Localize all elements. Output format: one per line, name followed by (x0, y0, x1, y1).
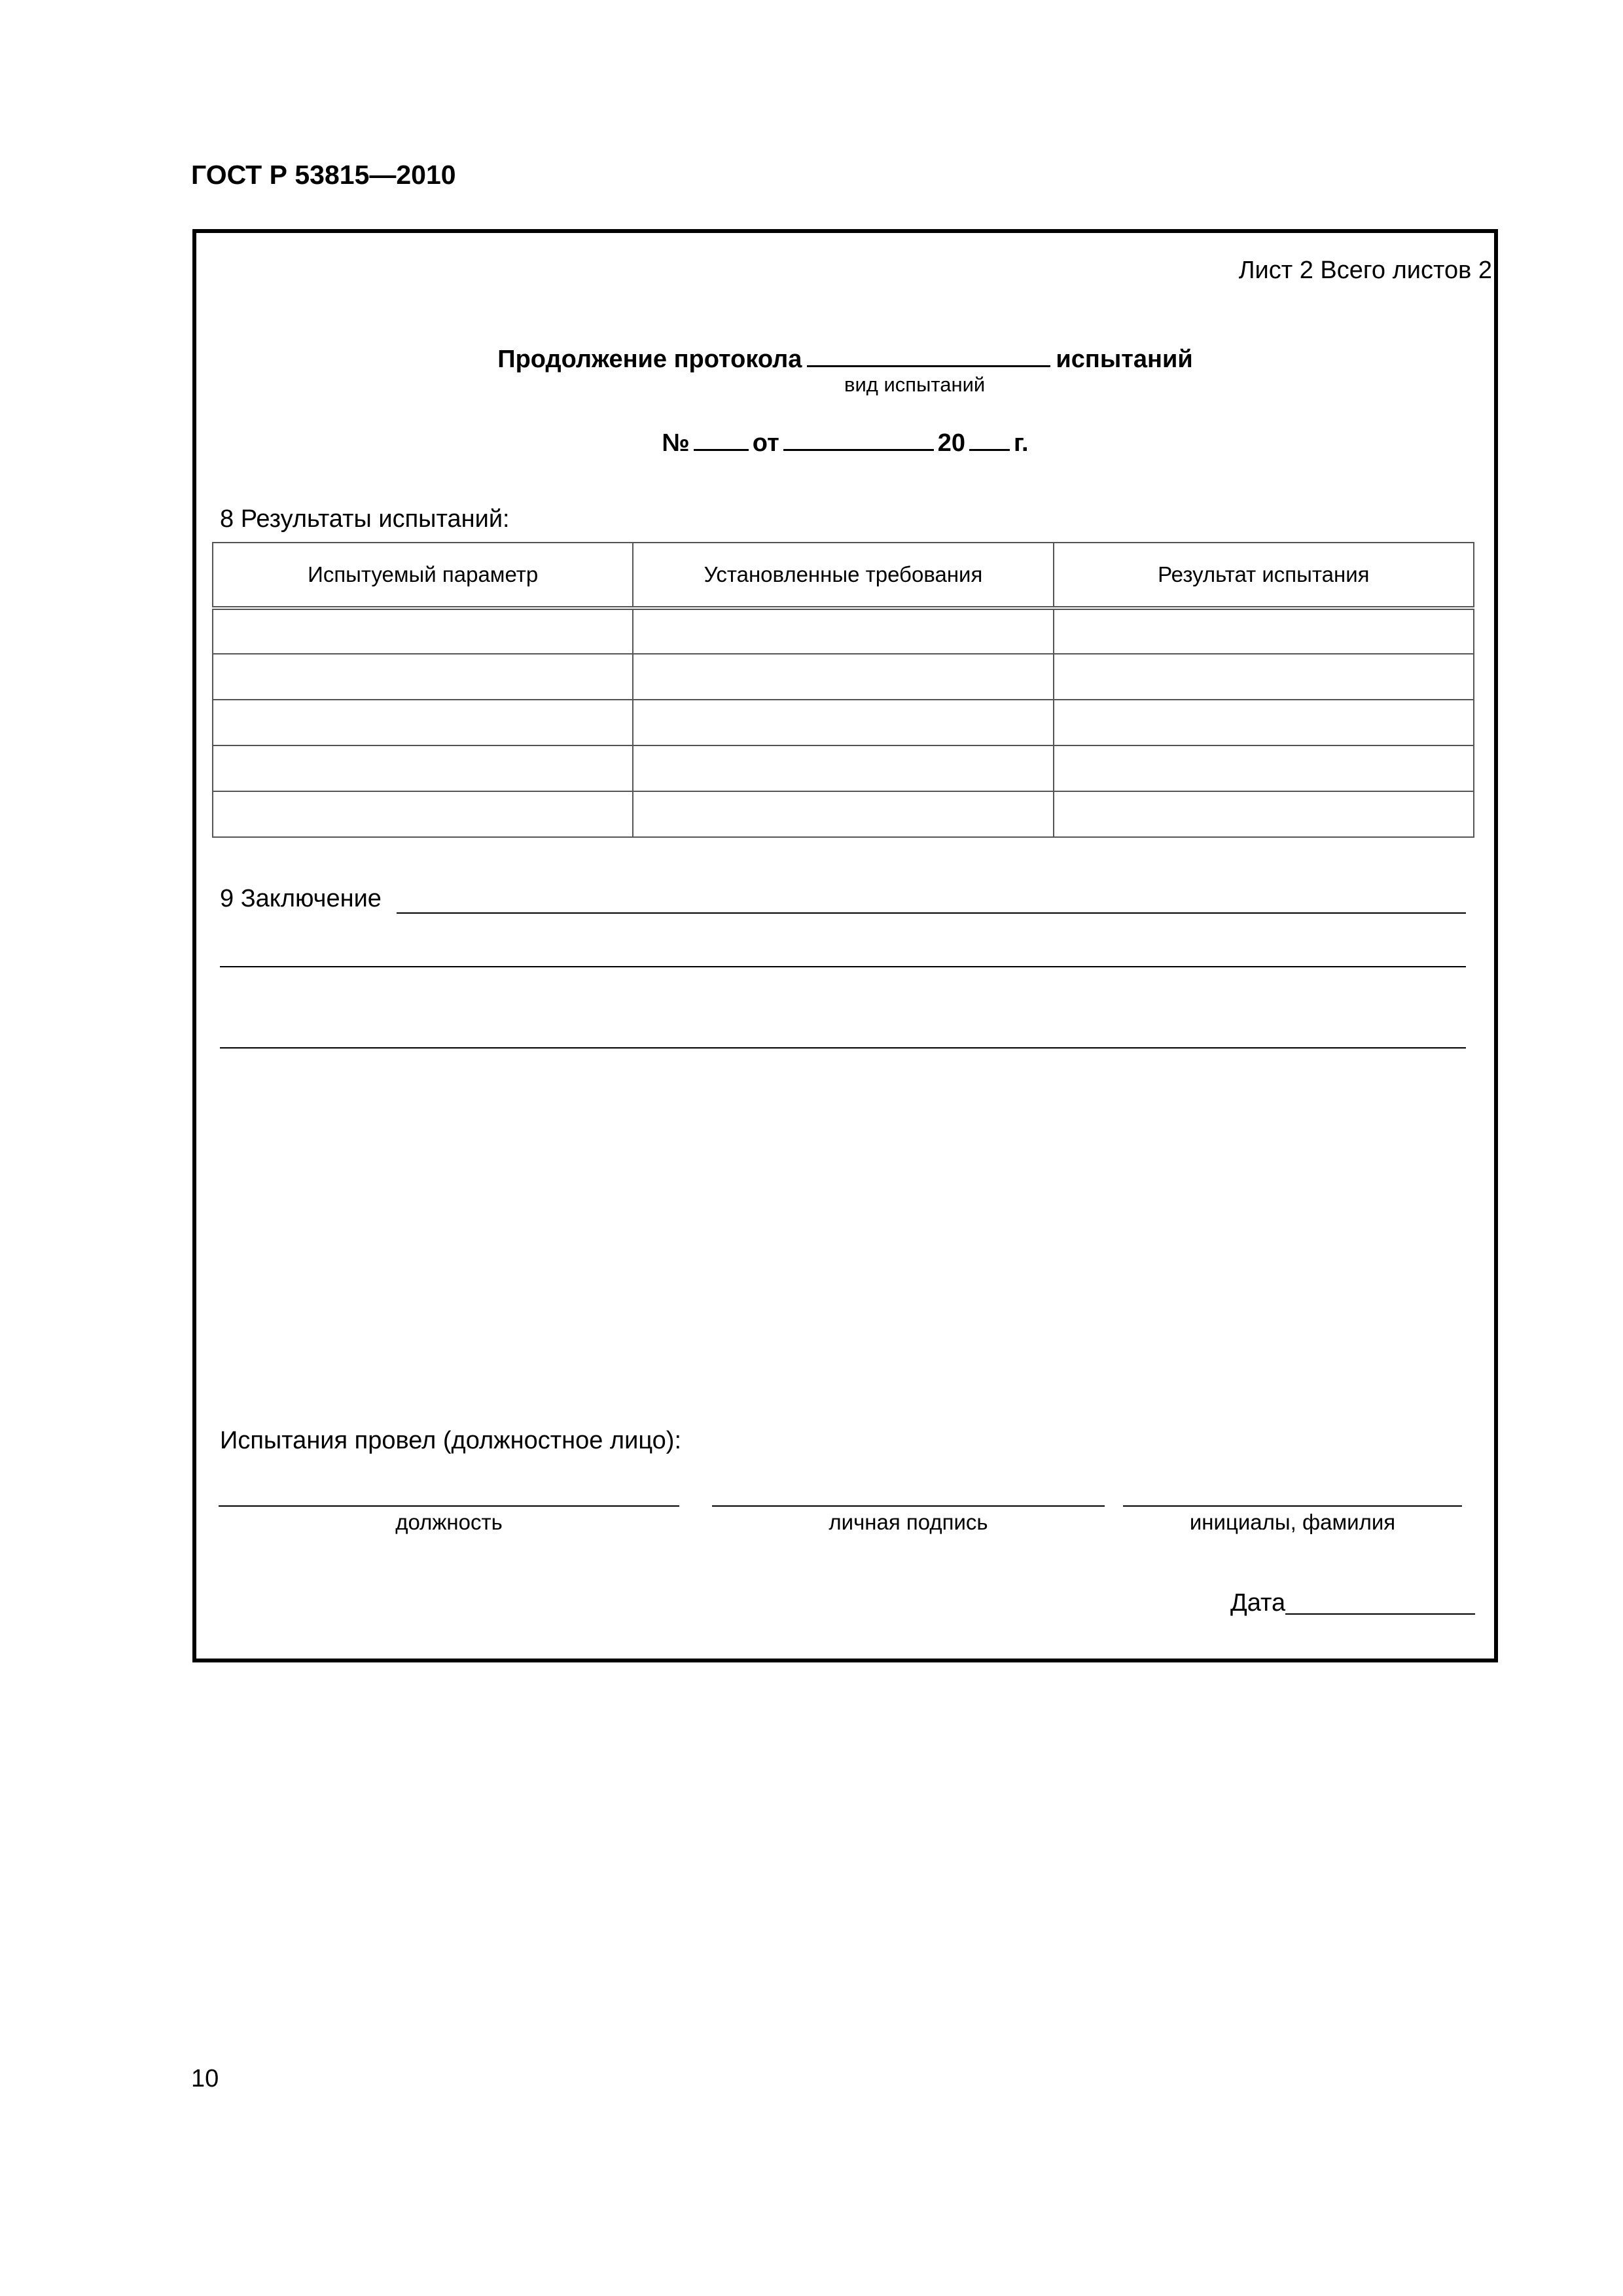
table-cell[interactable] (633, 745, 1053, 791)
table-cell[interactable] (213, 608, 633, 654)
table-cell[interactable] (213, 654, 633, 700)
signatures-heading: Испытания провел (должностное лицо): (220, 1427, 682, 1454)
table-cell[interactable] (213, 791, 633, 837)
section-9-label: 9 Заключение (220, 885, 382, 912)
conclusion-line[interactable] (220, 1047, 1466, 1049)
from-label: от (752, 429, 779, 457)
name-caption: инициалы, фамилия (1189, 1510, 1396, 1534)
table-cell[interactable] (213, 700, 633, 745)
sheet-info: Лист 2 Всего листов 2 (1238, 257, 1492, 284)
number-sign: № (662, 429, 690, 457)
document-code: ГОСТ Р 53815—2010 (191, 160, 456, 190)
test-type-caption: вид испытаний (844, 373, 986, 396)
table-cell[interactable] (1054, 700, 1474, 745)
table-row (213, 700, 1474, 745)
signature-caption: личная подпись (829, 1510, 988, 1534)
table-row (213, 608, 1474, 654)
table-cell[interactable] (1054, 654, 1474, 700)
title-suffix: испытаний (1056, 346, 1193, 373)
table-cell[interactable] (633, 791, 1053, 837)
protocol-number-line (192, 425, 1498, 457)
table-header-row (213, 543, 1474, 608)
page-number: 10 (191, 2065, 219, 2092)
position-line[interactable] (219, 1505, 679, 1507)
year-prefix: 20 (937, 429, 965, 457)
table-cell[interactable] (633, 608, 1053, 654)
date-label: Дата (1230, 1589, 1286, 1617)
table-cell[interactable] (213, 745, 633, 791)
number-blank[interactable] (694, 425, 749, 451)
table-cell[interactable] (1054, 608, 1474, 654)
signature-line[interactable] (712, 1505, 1105, 1507)
conclusion-line[interactable] (397, 912, 1466, 914)
title-prefix: Продолжение протокола (497, 346, 802, 373)
table-row (213, 791, 1474, 837)
column-header: Испытуемый параметр (213, 543, 633, 608)
year-blank[interactable] (969, 425, 1010, 451)
column-header: Результат испытания (1054, 543, 1474, 608)
position-caption: должность (395, 1510, 503, 1534)
table-cell[interactable] (1054, 791, 1474, 837)
table-cell[interactable] (633, 700, 1053, 745)
date-blank[interactable] (783, 425, 934, 451)
conclusion-line[interactable] (220, 966, 1466, 967)
table-cell[interactable] (1054, 745, 1474, 791)
name-line[interactable] (1123, 1505, 1462, 1507)
section-8-label: 8 Результаты испытаний: (220, 505, 510, 533)
table-cell[interactable] (633, 654, 1053, 700)
test-type-blank[interactable] (807, 342, 1050, 367)
table-row (213, 654, 1474, 700)
date-line[interactable] (1285, 1613, 1475, 1615)
results-table (212, 542, 1474, 838)
protocol-title (192, 342, 1498, 374)
column-header: Установленные требования (633, 543, 1053, 608)
year-suffix: г. (1013, 429, 1029, 457)
table-row (213, 745, 1474, 791)
